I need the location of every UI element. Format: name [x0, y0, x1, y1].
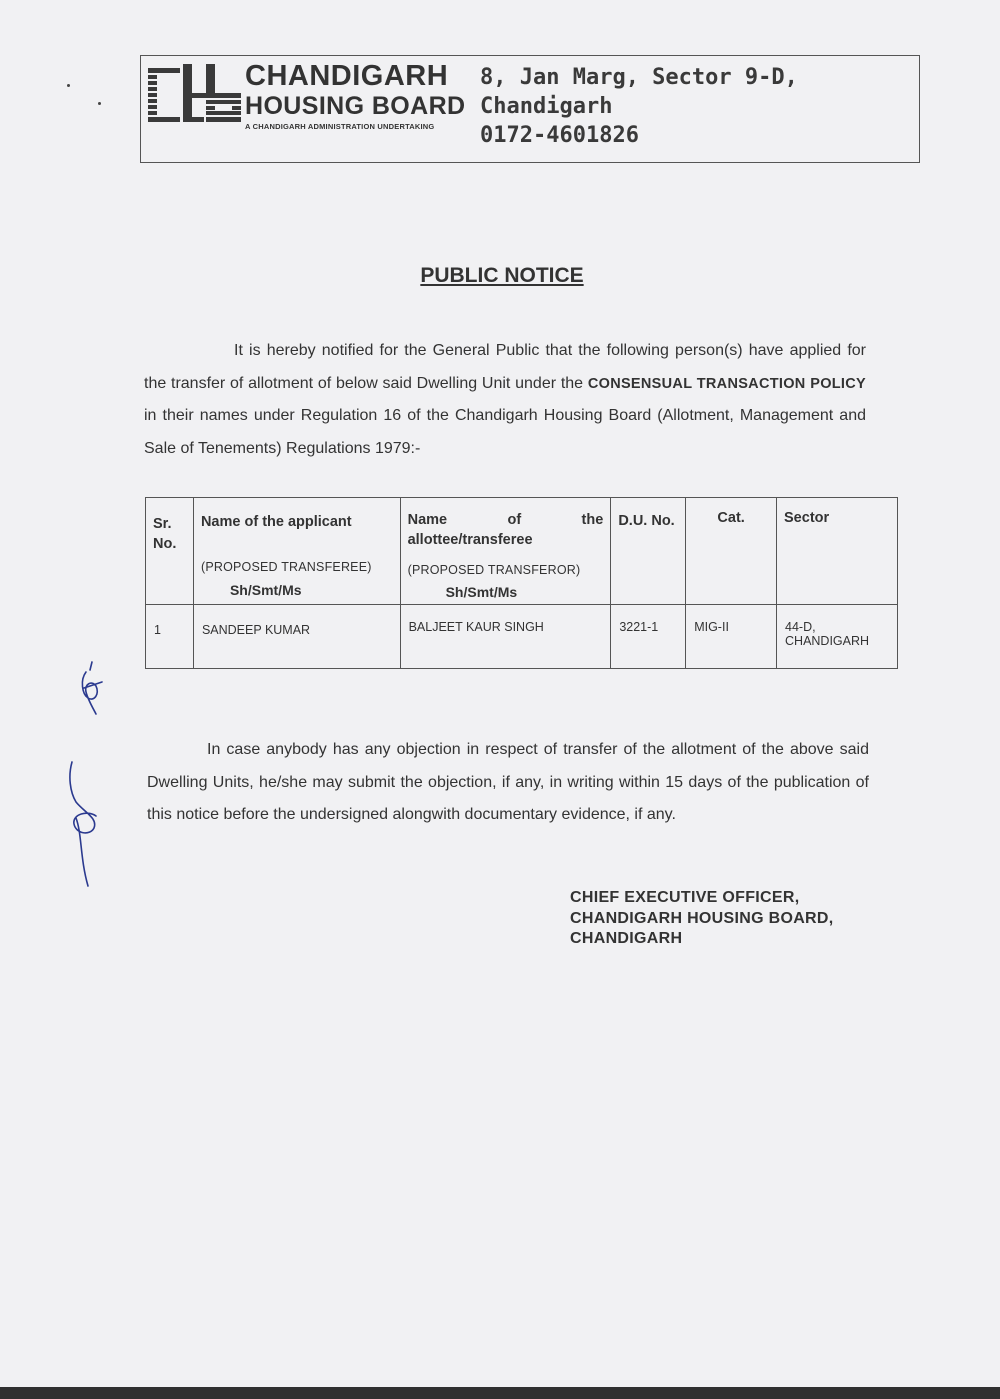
- speck: [67, 84, 70, 87]
- speck: [98, 102, 101, 105]
- org-address: [480, 63, 798, 150]
- header-applicant-sub: (PROPOSED TRANSFEREE): [200, 560, 372, 574]
- cell-du-no-value: 3221-1: [619, 620, 659, 634]
- header-sector: [777, 498, 898, 605]
- header-cat: [686, 498, 777, 605]
- signatory-line2: CHANDIGARH HOUSING BOARD,: [570, 909, 834, 927]
- address-line2: Chandigarh: [480, 94, 613, 119]
- signatory-line3: CHANDIGARH: [570, 930, 683, 947]
- org-name-line2: HOUSING BOARD: [245, 92, 466, 120]
- cell-applicant: [193, 605, 400, 669]
- header-du-no-label: D.U. No.: [618, 513, 675, 529]
- cell-sr-no-value: 1: [154, 623, 161, 637]
- cell-allottee-value: BALJEET KAUR SINGH: [408, 620, 544, 634]
- header-allottee-label: Name of the allottee/transferee: [407, 512, 604, 548]
- table-header-row: [146, 498, 898, 605]
- header-sr-no-label: Sr. No.: [153, 516, 177, 552]
- notice-paragraph-2: In case anybody has any objection in respect of transfer of the allotment of the above said Dwelling Units, he/she may submit the objection, if any, in writing within 15 days of the publication of this notice before the undersigned alongwith documentary evidence, if any.: [147, 741, 869, 823]
- para1-text-a: It is hereby notified for the General Public that the following person(s) have applied for the transfer of allotment of below said Dwelling Unit under the: [144, 342, 866, 392]
- phone-number: 0172-4601826: [480, 123, 639, 148]
- policy-name: CONSENSUAL TRANSACTION POLICY: [587, 375, 866, 392]
- org-tagline: A CHANDIGARH ADMINISTRATION UNDERTAKING: [245, 122, 435, 131]
- cell-allottee: [400, 605, 611, 669]
- cell-cat-value: MIG-II: [694, 620, 729, 634]
- header-applicant-honorific: Sh/Smt/Ms: [229, 582, 302, 598]
- header-allottee-sub: (PROPOSED TRANSFEROR): [407, 563, 581, 577]
- para1-text-b: in their names under Regulation 16 of the Chandigarh Housing Board (Allotment, Management and Sale of Tenements) Regulations 1979:-: [144, 407, 866, 457]
- letterhead-box: [140, 55, 920, 163]
- header-sr-no: [146, 498, 194, 605]
- cell-sector-line2: CHANDIGARH: [785, 634, 870, 648]
- cell-du-no: [611, 605, 686, 669]
- header-applicant: [193, 498, 400, 605]
- notice-paragraph-1: [144, 335, 866, 465]
- chb-logo-icon: [148, 64, 243, 128]
- header-allottee-honorific: Sh/Smt/Ms: [445, 584, 518, 600]
- org-name-line1: CHANDIGARH: [245, 60, 449, 92]
- transfer-table: [145, 497, 898, 669]
- header-sector-label: Sector: [784, 510, 830, 526]
- scan-edge: [0, 1387, 1000, 1399]
- notice-title: PUBLIC NOTICE: [420, 264, 584, 287]
- header-cat-label: Cat.: [717, 510, 745, 526]
- handwritten-signature-icon: [58, 758, 108, 890]
- header-du-no: [611, 498, 686, 605]
- header-allottee: [400, 498, 611, 605]
- address-line1: 8, Jan Marg, Sector 9-D,: [480, 65, 798, 90]
- cell-sector: [777, 605, 898, 669]
- table-row: [146, 605, 898, 669]
- handwritten-initials-icon: [74, 658, 110, 718]
- signatory-line1: CHIEF EXECUTIVE OFFICER,: [570, 889, 800, 906]
- signatory-block: [570, 888, 834, 950]
- org-name: [245, 62, 475, 131]
- cell-cat: [686, 605, 777, 669]
- cell-applicant-value: SANDEEP KUMAR: [201, 623, 311, 637]
- cell-sector-line1: 44-D,: [785, 620, 816, 634]
- cell-sr-no: [146, 605, 194, 669]
- header-applicant-label: Name of the applicant: [200, 514, 352, 530]
